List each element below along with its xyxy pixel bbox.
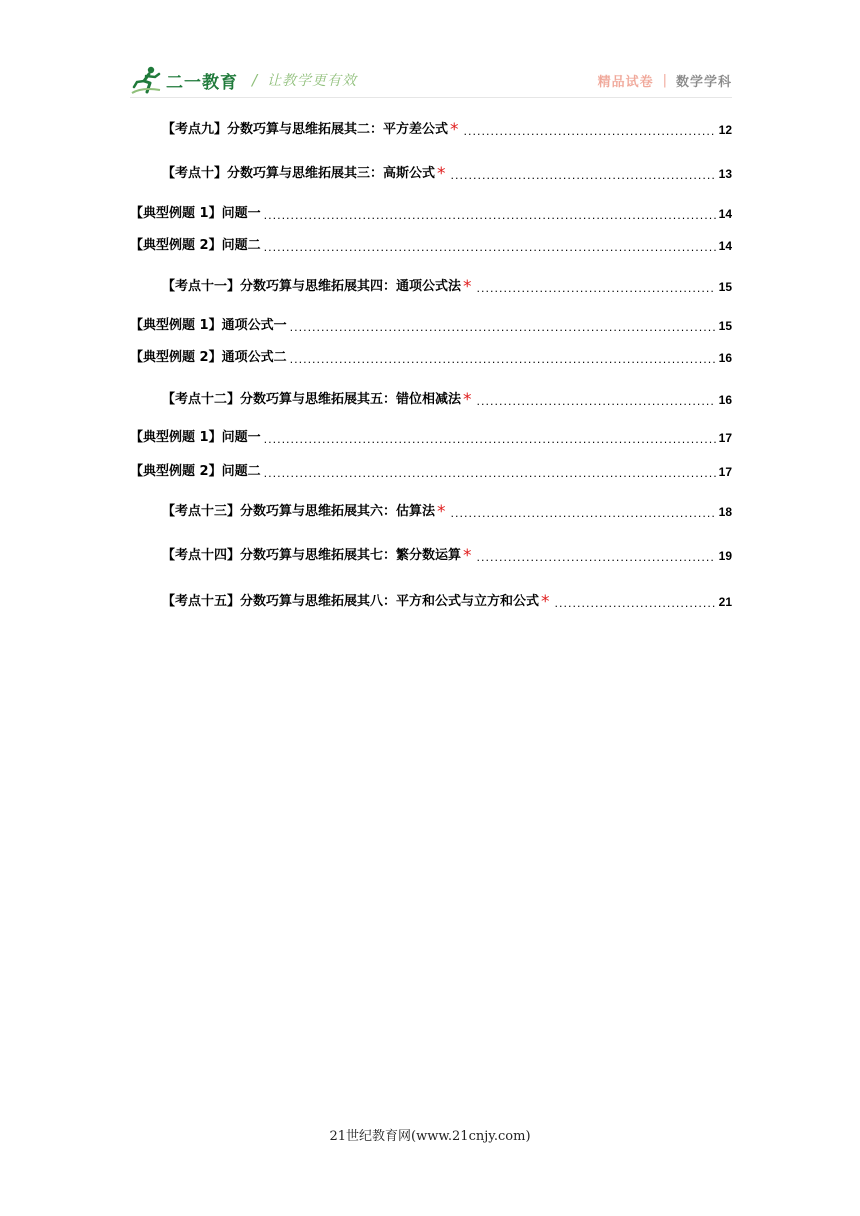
page-footer: 21世纪教育网(www.21cnjy.com) [329, 1129, 531, 1144]
toc-entry[interactable] [162, 164, 732, 184]
toc-entry-title: 【典型例题 1】问题一 [130, 430, 261, 445]
dot-leader [264, 208, 716, 224]
tag-separator: | [662, 72, 667, 88]
dot-leader [464, 124, 716, 140]
toc-entry[interactable] [162, 390, 732, 410]
toc-page-number: 15 [718, 319, 732, 333]
toc-entry[interactable] [162, 592, 732, 612]
toc-page-number: 14 [718, 207, 732, 221]
toc-entry[interactable] [130, 236, 732, 256]
star-icon: * [463, 546, 472, 566]
toc-entry-title: 【典型例题 1】通项公式一 [130, 318, 287, 333]
dot-leader [477, 394, 716, 410]
dot-leader [264, 240, 716, 256]
logo-name: 二一教育 [166, 72, 238, 93]
header-divider [130, 97, 732, 98]
toc-entry[interactable] [162, 277, 732, 297]
toc-entry[interactable] [162, 546, 732, 566]
dot-leader [290, 352, 716, 368]
subject-tags [598, 62, 732, 98]
toc-entry-title: 【考点十五】分数巧算与思维拓展其八：平方和公式与立方和公式 [162, 594, 540, 609]
toc-entry-title: 【考点十】分数巧算与思维拓展其三：高斯公式 [162, 166, 436, 181]
dot-leader [451, 168, 716, 184]
toc-page-number: 13 [718, 167, 732, 181]
brand-logo [130, 62, 357, 98]
star-icon: * [450, 120, 459, 140]
dot-leader [451, 506, 716, 522]
toc-entry[interactable] [130, 348, 732, 368]
toc-entry-title: 【考点十一】分数巧算与思维拓展其四：通项公式法 [162, 279, 462, 294]
toc-entry[interactable] [162, 502, 732, 522]
toc-page-number: 14 [718, 239, 732, 253]
toc-page-number: 12 [718, 123, 732, 137]
toc-entry-title: 【典型例题 1】问题一 [130, 206, 261, 221]
toc-page-number: 21 [718, 595, 732, 609]
toc-entry[interactable] [130, 462, 732, 482]
dot-leader [477, 281, 716, 297]
toc-page-number: 17 [718, 465, 732, 479]
toc-entry-title: 【考点十四】分数巧算与思维拓展其七：繁分数运算 [162, 548, 462, 563]
tag-subject: 数学学科 [675, 74, 732, 90]
toc-entry-title: 【典型例题 2】通项公式二 [130, 350, 287, 365]
toc-entry-title: 【典型例题 2】问题二 [130, 238, 261, 253]
dot-leader [477, 550, 716, 566]
dot-leader [264, 466, 716, 482]
toc-entry[interactable] [130, 428, 732, 448]
toc-entry[interactable] [162, 120, 732, 140]
page-header [130, 62, 732, 98]
toc-entry-title: 【考点十二】分数巧算与思维拓展其五：错位相减法 [162, 392, 462, 407]
star-icon: * [463, 390, 472, 410]
slogan: 让教学更有效 [267, 73, 358, 89]
toc-entry-title: 【考点十三】分数巧算与思维拓展其六：估算法 [162, 504, 436, 519]
star-icon: * [437, 502, 446, 522]
tag-premium-paper: 精品试卷 [597, 74, 654, 90]
logo-slash: / [252, 71, 258, 89]
toc-entry-title: 【考点九】分数巧算与思维拓展其二：平方差公式 [162, 122, 449, 137]
toc-page-number: 17 [718, 431, 732, 445]
toc-page-number: 16 [718, 393, 732, 407]
toc-entry[interactable] [130, 204, 732, 224]
star-icon: * [437, 164, 446, 184]
dot-leader [290, 320, 716, 336]
toc-page-number: 15 [718, 280, 732, 294]
toc-entry-title: 【典型例题 2】问题二 [130, 464, 261, 479]
toc-page-number: 18 [718, 505, 732, 519]
dot-leader [264, 432, 716, 448]
toc-page-number: 19 [718, 549, 732, 563]
toc-entry[interactable] [130, 316, 732, 336]
star-icon: * [463, 277, 472, 297]
star-icon: * [541, 592, 550, 612]
dot-leader [555, 596, 716, 612]
running-person-icon [130, 65, 164, 95]
toc-page-number: 16 [718, 351, 732, 365]
